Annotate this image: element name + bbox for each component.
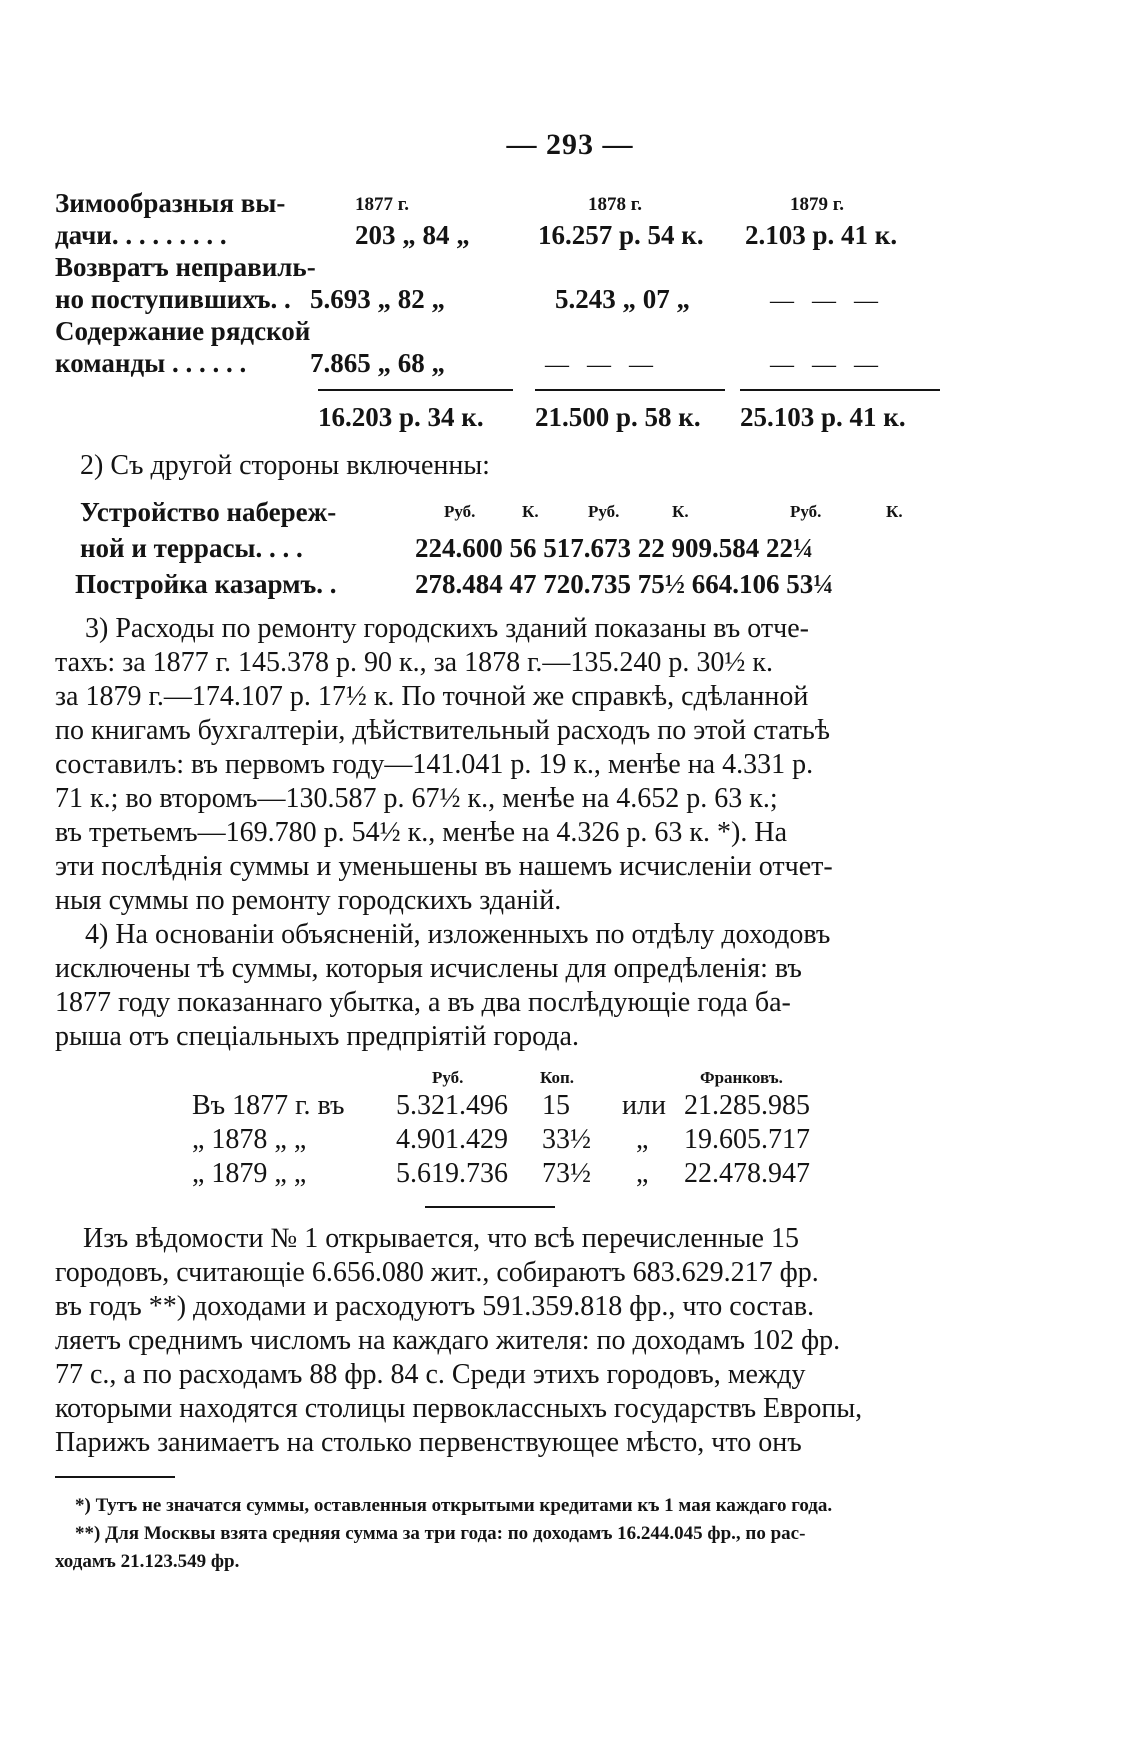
- year-header: 1879 г.: [790, 194, 844, 215]
- row-label: команды . . . . . .: [55, 348, 247, 378]
- value-cell: 5.243 „ 07 „: [555, 284, 690, 314]
- year-header: 1878 г.: [588, 194, 642, 215]
- text-line: 3) Расходы по ремонту городскихъ зданий показаны въ отче-: [85, 613, 809, 644]
- text-line: тахъ: за 1877 г. 145.378 р. 90 к., за 1878 г.—135.240 р. 30½ к.: [55, 647, 774, 678]
- paragraph-4: [55, 918, 935, 1054]
- value-cell: 16.257 р. 54 к.: [538, 220, 704, 250]
- text-line: по книгамъ бухгалтеріи, дѣйствительный расходъ по этой статьѣ: [55, 715, 831, 746]
- value-cell: 7.865 „ 68 „: [310, 348, 445, 378]
- footnotes: [55, 1492, 935, 1576]
- text-line: эти послѣднія суммы и уменьшены въ нашемъ исчисленіи отчет-: [55, 851, 833, 882]
- text-line: составилъ: въ первомъ году—141.041 р. 19 к., менѣе на 4.331 р.: [55, 749, 814, 780]
- table-row-label: „ 1879 „ „: [192, 1158, 307, 1189]
- row-label: ной и террасы. . . .: [80, 533, 303, 563]
- text-line: 1877 году показаннаго убытка, а въ два послѣдующіе года ба-: [55, 987, 791, 1018]
- table-cell: 21.285.985: [684, 1090, 810, 1121]
- empty-cell: — — —: [545, 352, 659, 378]
- table-cell: 22.478.947: [684, 1158, 810, 1189]
- value-row: 278.484 47 720.735 75½ 664.106 53¼: [415, 569, 834, 599]
- total-cell: 16.203 р. 34 к.: [318, 402, 484, 432]
- value-row: 224.600 56 517.673 22 909.584 22¼: [415, 533, 814, 563]
- empty-cell: — — —: [770, 288, 884, 314]
- table-cell: 15: [542, 1090, 570, 1121]
- total-cell: 25.103 р. 41 к.: [740, 402, 906, 432]
- col-header: К.: [886, 502, 903, 521]
- text-line: 77 с., а по расходамъ 88 фр. 84 с. Среди этихъ городовъ, между: [55, 1359, 806, 1390]
- row-label: Устройство набереж-: [80, 497, 337, 527]
- footnote: **) Для Москвы взята средняя сумма за три года: по доходамъ 16.244.045 фр., по рас-: [75, 1523, 806, 1544]
- footnote: ходамъ 21.123.549 фр.: [55, 1551, 240, 1572]
- table-cell: „: [636, 1158, 649, 1189]
- total-cell: 21.500 р. 58 к.: [535, 402, 701, 432]
- page-number: — 293 —: [506, 128, 634, 161]
- text-line: въ третьемъ—169.780 р. 54½ к., менѣе на 4.326 р. 63 к. *). На: [55, 817, 787, 848]
- table-cell: или: [622, 1090, 666, 1121]
- sum-rule: [535, 389, 725, 391]
- col-header: Франковъ.: [700, 1068, 783, 1087]
- sum-rule: [318, 389, 513, 391]
- footnote-rule: [55, 1476, 175, 1478]
- divider: [425, 1206, 555, 1208]
- paragraph-5: [55, 1222, 935, 1460]
- value-cell: 5.693 „ 82 „: [310, 284, 445, 314]
- row-label: Зимообразныя вы-: [55, 188, 286, 218]
- year-header: 1877 г.: [355, 194, 409, 215]
- footnote: *) Тутъ не значатся суммы, оставленныя открытыми кредитами къ 1 мая каждаго года.: [75, 1495, 833, 1516]
- col-header: Руб.: [444, 502, 476, 521]
- paragraph-3: [55, 612, 935, 918]
- text-line: ляетъ среднимъ числомъ на каждаго жителя: по доходамъ 102 фр.: [55, 1325, 841, 1356]
- value-cell: 203 „ 84 „: [355, 220, 470, 250]
- section-heading: 2) Съ другой стороны включенны:: [80, 450, 490, 481]
- row-label: Постройка казармъ. .: [75, 569, 337, 599]
- table-row-label: Въ 1877 г. въ: [192, 1090, 345, 1121]
- text-line: въ годъ **) доходами и расходуютъ 591.359.818 фр., что состав.: [55, 1291, 815, 1322]
- table-cell: 4.901.429: [396, 1124, 508, 1155]
- text-line: рыша отъ спеціальныхъ предпріятій города.: [55, 1021, 579, 1052]
- row-label: Возвратъ неправиль-: [55, 252, 316, 282]
- row-label: дачи. . . . . . . . .: [55, 220, 227, 250]
- text-line: Изъ вѣдомости № 1 открывается, что всѣ перечисленные 15: [83, 1223, 799, 1254]
- col-header: К.: [672, 502, 689, 521]
- row-label: но поступившихъ. .: [55, 284, 291, 314]
- col-header: К.: [522, 502, 539, 521]
- row-label: Содержание рядской: [55, 316, 311, 346]
- text-line: ныя суммы по ремонту городскихъ зданій.: [55, 885, 562, 916]
- text-line: 71 к.; во второмъ—130.587 р. 67½ к., менѣе на 4.652 р. 63 к.;: [55, 783, 778, 814]
- table-cell: 19.605.717: [684, 1124, 810, 1155]
- table-cell: 5.321.496: [396, 1090, 508, 1121]
- text-line: которыми находятся столицы первоклассныхъ государствъ Европы,: [55, 1393, 863, 1424]
- col-header: Руб.: [588, 502, 620, 521]
- table-cell: 5.619.736: [396, 1158, 508, 1189]
- text-line: Парижъ занимаетъ на столько первенствующее мѣсто, что онъ: [55, 1427, 802, 1458]
- col-header: Руб.: [790, 502, 822, 521]
- table-cell: 33½: [542, 1124, 591, 1155]
- empty-cell: — — —: [770, 352, 884, 378]
- sum-rule: [740, 389, 940, 391]
- table-cell: „: [636, 1124, 649, 1155]
- text-line: городовъ, считающіе 6.656.080 жит., собираютъ 683.629.217 фр.: [55, 1257, 819, 1288]
- table-row-label: „ 1878 „ „: [192, 1124, 307, 1155]
- col-header: Коп.: [540, 1068, 575, 1087]
- table-cell: 73½: [542, 1158, 591, 1189]
- text-line: исключены тѣ суммы, которыя исчислены для опредѣленія: въ: [55, 953, 802, 984]
- text-line: за 1879 г.—174.107 р. 17½ к. По точной же справкѣ, сдѣланной: [55, 681, 809, 712]
- col-header: Руб.: [432, 1068, 464, 1087]
- value-cell: 2.103 р. 41 к.: [745, 220, 898, 250]
- text-line: 4) На основаніи объясненій, изложенныхъ по отдѣлу доходовъ: [85, 919, 831, 950]
